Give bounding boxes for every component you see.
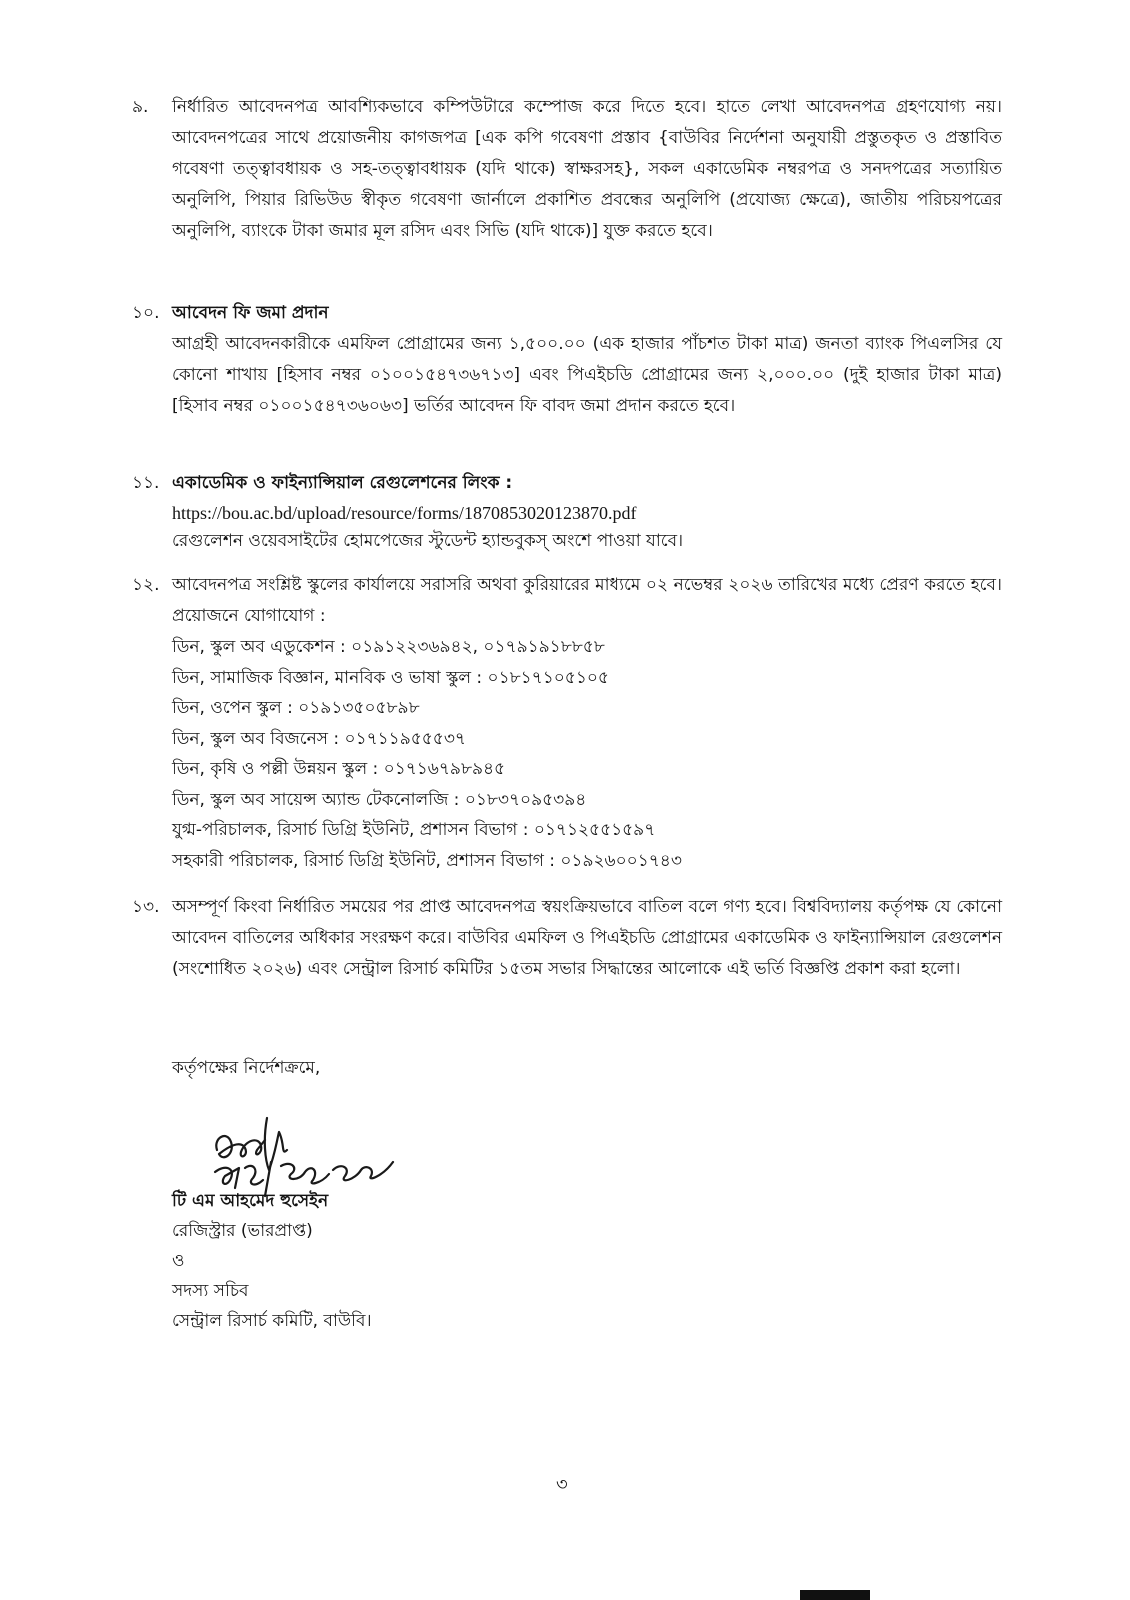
contact-line: ডিন, সামাজিক বিজ্ঞান, মানবিক ও ভাষা স্কুল : ০১৮১৭১০৫১০৫ — [172, 667, 609, 688]
section-13 — [132, 892, 1002, 985]
section-number: ৯. — [132, 97, 149, 117]
signatory-committee: সেন্ট্রাল রিসার্চ কমিটি, বাউবি। — [172, 1311, 372, 1331]
regulation-link[interactable]: https://bou.ac.bd/upload/resource/forms/1870853020123870.pdf — [172, 503, 637, 523]
signatory-title-registrar: রেজিস্ট্রার (ভারপ্রাপ্ত) — [172, 1221, 313, 1241]
scan-corner-mark — [800, 1590, 870, 1600]
signatory-name: টি এম আহমেদ হুসেইন — [172, 1191, 329, 1211]
contact-line: যুগ্ম-পরিচালক, রিসার্চ ডিগ্রি ইউনিট, প্রশাসন বিভাগ : ০১৭১২৫৫১৫৯৭ — [172, 820, 656, 840]
section-11-note: রেগুলেশন ওয়েবসাইটের হোমপেজের স্টুডেন্ট হ্যান্ডবুকস্ অংশে পাওয়া যাবে। — [172, 531, 684, 551]
section-9 — [132, 92, 1002, 247]
section-10-text: আগ্রহী আবেদনকারীকে এমফিল প্রোগ্রামের জন্য ১,৫০০.০০ (এক হাজার পাঁচশত টাকা মাত্র) জনতা ব্যাংক পিএলসির যে কোনো শাখায় [হিসাব নম্বর ০১০০১৫৪৭৩৬৭১৩] এবং পিএইচডি প্রোগ্রামের জন্য ২,০০০.০০ (দুই হাজার টাকা মাত্র) [হিসাব নম্বর ০১০০১৫৪৭৩৬০৬৩] ভর্তির আবেদন ফি বাবদ জমা প্রদান করতে হবে। — [172, 334, 1002, 416]
contact-line: ডিন, স্কুল অব এডুকেশন : ০১৯১২২৩৬৯৪২, ০১৭৯১৯১৮৮৫৮ — [172, 637, 605, 657]
contact-line: ডিন, স্কুল অব বিজনেস : ০১৭১১৯৫৫৫৩৭ — [172, 728, 466, 749]
section-number: ১২. — [132, 575, 160, 595]
section-number: ১৩. — [132, 897, 160, 917]
section-11-heading: একাডেমিক ও ফাইন্যান্সিয়াল রেগুলেশনের লিংক : — [172, 473, 513, 493]
section-number: ১১. — [132, 473, 160, 493]
contact-line: সহকারী পরিচালক, রিসার্চ ডিগ্রি ইউনিট, প্রশাসন বিভাগ : ০১৯২৬০০১৭৪৩ — [172, 850, 682, 871]
section-9-text: নির্ধারিত আবেদনপত্র আবশ্যিকভাবে কম্পিউটারে কম্পোজ করে দিতে হবে। হাতে লেখা আবেদনপত্র গ্রহণযোগ্য নয়। আবেদনপত্রের সাথে প্রয়োজনীয় কাগজপত্র [এক কপি গবেষণা প্রস্তাব {বাউবির নির্দেশনা অনুযায়ী প্রস্তুতকৃত ও প্রস্তাবিত গবেষণা তত্ত্বাবধায়ক ও সহ-তত্ত্বাবধায়ক (যদি থাকে) স্বাক্ষরসহ}, সকল একাডেমিক নম্বরপত্র ও সনদপত্রের সত্যায়িত অনুলিপি, পিয়ার রিভিউড স্বীকৃত গবেষণা জার্নালে প্রকাশিত প্রবন্ধের অনুলিপি (প্রযোজ্য ক্ষেত্রে), জাতীয় পরিচয়পত্রের অনুলিপি, ব্যাংকে টাকা জমার মূল রসিদ এবং সিভি (যদি থাকে)] যুক্ত করতে হবে। — [172, 97, 1002, 241]
section-number: ১০. — [132, 303, 160, 323]
signatory-conjunction: ও — [172, 1251, 185, 1271]
contact-list — [172, 632, 682, 876]
contact-line: ডিন, ওপেন স্কুল : ০১৯১৩৫০৫৮৯৮ — [172, 698, 420, 718]
section-10-heading: আবেদন ফি জমা প্রদান — [172, 303, 329, 323]
contact-line: ডিন, স্কুল অব সায়েন্স অ্যান্ড টেকনোলজি : ০১৮৩৭০৯৫৩৯৪ — [172, 789, 587, 810]
section-11 — [132, 468, 1002, 555]
section-10 — [132, 298, 1002, 422]
signatory-title-member-secretary: সদস্য সচিব — [172, 1281, 249, 1301]
section-13-text: অসম্পূর্ণ কিংবা নির্ধারিত সময়ের পর প্রাপ্ত আবেদনপত্র স্বয়ংক্রিয়ভাবে বাতিল বলে গণ্য হবে। বিশ্ববিদ্যালয় কর্তৃপক্ষ যে কোনো আবেদন বাতিলের অধিকার সংরক্ষণ করে। বাউবির এমফিল ও পিএইচডি প্রোগ্রামের একাডেমিক ও ফাইন্যান্সিয়াল রেগুলেশন (সংশোধিত ২০২৬) এবং সেন্ট্রাল রিসার্চ কমিটির ১৫তম সভার সিদ্ধান্তের আলোকে এই ভর্তি বিজ্ঞপ্তি প্রকাশ করা হলো। — [172, 897, 1002, 979]
page-number: ৩ — [556, 1474, 568, 1495]
contact-line: ডিন, কৃষি ও পল্লী উন্নয়ন স্কুল : ০১৭১৬৭৯৮৯৪৫ — [172, 759, 506, 779]
section-12 — [132, 570, 1002, 632]
section-12-text: আবেদনপত্র সংশ্লিষ্ট স্কুলের কার্যালয়ে সরাসরি অথবা কুরিয়ারের মাধ্যমে ০২ নভেম্বর ২০২৬ তারিখের মধ্যে প্রেরণ করতে হবে। প্রয়োজনে যোগাযোগ : — [172, 575, 1002, 626]
closing-text: কর্তৃপক্ষের নির্দেশক্রমে, — [172, 1058, 321, 1078]
